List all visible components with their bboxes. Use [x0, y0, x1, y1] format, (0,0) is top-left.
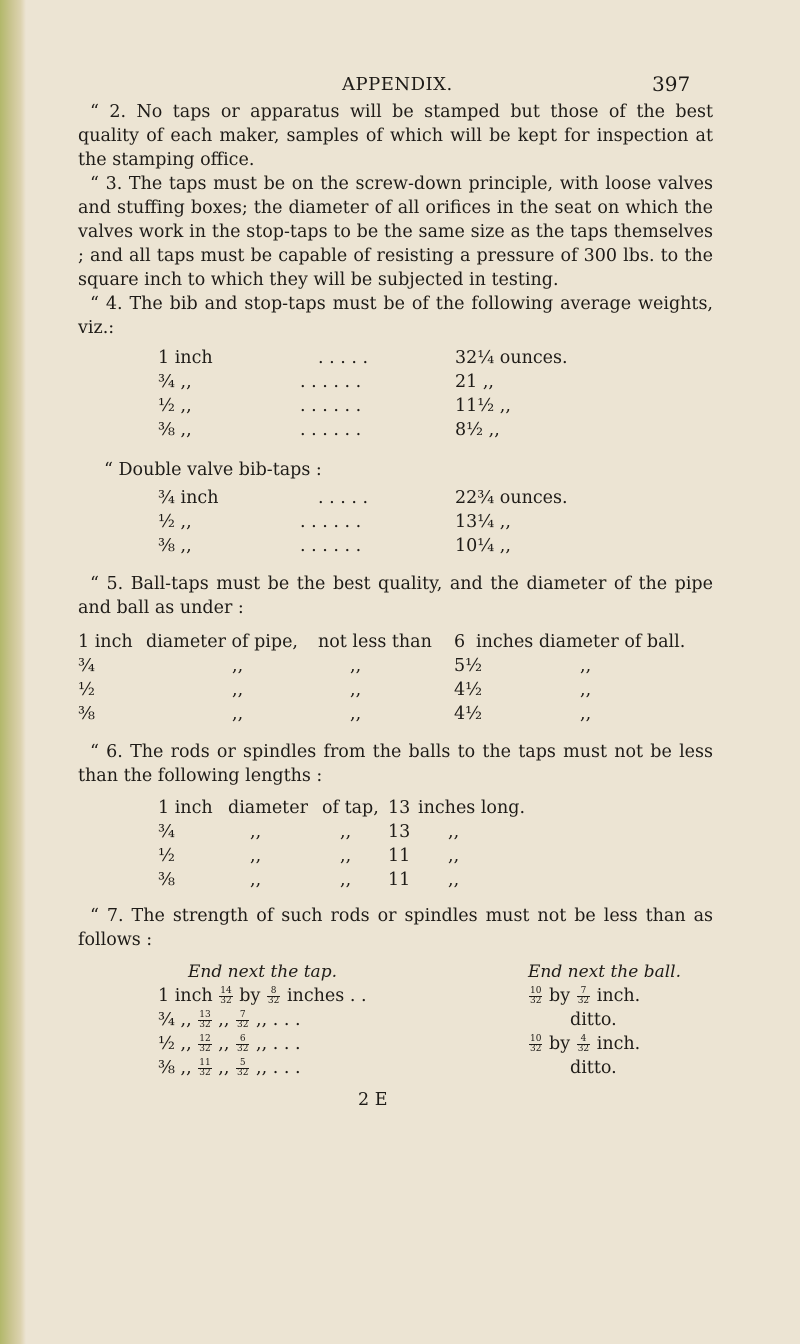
paragraph-6: “ 6. The rods or spindles from the balls to the taps must not be less than the following lengths : [78, 742, 713, 786]
weights-size: ⅜ ,, [158, 420, 192, 440]
ball-cell: inches diameter of ball. [476, 632, 686, 652]
strength-row: 1 inch $\frac{14}{32}$ by $\frac{8}{32}$ inches . . [158, 986, 367, 1006]
strength-row: ½ ,, $\frac{12}{32}$ ,, $\frac{6}{32}$ ,, . . . [158, 1034, 301, 1054]
ball-cell: ½ [78, 680, 95, 700]
paragraph-2: “ 2. No taps or apparatus will be stamped but those of the best quality of each maker, samples of which will be kept for inspection at the stamping office. [78, 102, 713, 170]
rods-cell: 11 [388, 870, 411, 890]
rods-cell: ,, [340, 870, 352, 890]
ball-cell: ,, [580, 680, 592, 700]
ball-cell: diameter of pipe, [146, 632, 298, 652]
ball-cell: ,, [232, 704, 244, 724]
ball-cell: ⅜ [78, 704, 95, 724]
page-number: 397 [652, 72, 691, 96]
fraction: $\frac{8}{32}$ [267, 986, 280, 1006]
rods-cell: ¾ [158, 822, 175, 842]
weights-value: 8½ ,, [455, 420, 500, 440]
rods-cell: ,, [448, 870, 460, 890]
fraction: $\frac{13}{32}$ [199, 1010, 211, 1030]
ball-cell: ,, [350, 656, 362, 676]
double-valve-dots: . . . . . . [300, 536, 362, 556]
weights-dots: . . . . . [318, 348, 369, 368]
rods-cell: ,, [340, 822, 352, 842]
strength-row: ¾ ,, $\frac{13}{32}$ ,, $\frac{7}{32}$ ,, . . . [158, 1010, 301, 1030]
ball-cell: not less than [318, 632, 432, 652]
weights-dots: . . . . . . [300, 372, 362, 392]
printer-signature: 2 E [358, 1090, 388, 1110]
double-valve-size: ¾ inch [158, 488, 219, 508]
paragraph-4: “ 4. The bib and stop-taps must be of the following average weights, viz.: [78, 294, 713, 338]
rods-cell: ,, [448, 846, 460, 866]
rods-cell: ,, [250, 822, 262, 842]
fraction: $\frac{11}{32}$ [199, 1058, 211, 1078]
rods-cell: ,, [448, 822, 460, 842]
paragraph-7: “ 7. The strength of such rods or spindles must not be less than as follows : [78, 906, 713, 950]
fraction: $\frac{10}{32}$ [530, 986, 542, 1006]
strength-ball-cell: $\frac{10}{32}$ by $\frac{4}{32}$ inch. [530, 1034, 641, 1054]
strength-ball-cell: ditto. [570, 1058, 617, 1078]
strength-row: ⅜ ,, $\frac{11}{32}$ ,, $\frac{5}{32}$ ,, . . . [158, 1058, 301, 1078]
weights-dots: . . . . . . [300, 396, 362, 416]
weights-value: 21 ,, [455, 372, 494, 392]
double-valve-value: 10¼ ,, [455, 536, 511, 556]
double-valve-dots: . . . . . . [300, 512, 362, 532]
fraction: $\frac{4}{32}$ [577, 1034, 590, 1054]
ball-cell: ,, [350, 704, 362, 724]
strength-header-ball: End next the ball. [528, 962, 682, 982]
weights-dots: . . . . . . [300, 420, 362, 440]
rods-cell: ⅜ [158, 870, 175, 890]
fraction: $\frac{6}{32}$ [236, 1034, 249, 1054]
ball-cell: ¾ [78, 656, 95, 676]
fraction: $\frac{12}{32}$ [199, 1034, 211, 1054]
double-valve-value: 22¾ ounces. [455, 488, 568, 508]
weights-size: ¾ ,, [158, 372, 192, 392]
rods-cell: inches long. [418, 798, 526, 818]
ball-cell: 1 inch [78, 632, 133, 652]
rods-cell: ,, [250, 846, 262, 866]
ball-cell: 5½ [454, 656, 483, 676]
strength-size: ½ ,, [158, 1034, 192, 1054]
fraction: $\frac{7}{32}$ [236, 1010, 249, 1030]
paragraph-5: “ 5. Ball-taps must be the best quality, and the diameter of the pipe and ball as under : [78, 574, 713, 618]
rods-cell: 1 inch [158, 798, 213, 818]
rods-cell: ½ [158, 846, 175, 866]
rods-cell: 13 [388, 822, 411, 842]
strength-size: ⅜ ,, [158, 1058, 192, 1078]
fraction: $\frac{10}{32}$ [530, 1034, 542, 1054]
ball-cell: ,, [580, 704, 592, 724]
strength-size: 1 inch [158, 986, 213, 1006]
fraction: $\frac{7}{32}$ [577, 986, 590, 1006]
double-valve-heading: “ Double valve bib-taps : [104, 460, 322, 480]
fraction: $\frac{14}{32}$ [220, 986, 232, 1006]
fraction: $\frac{5}{32}$ [236, 1058, 249, 1078]
weights-size: ½ ,, [158, 396, 192, 416]
rods-cell: ,, [340, 846, 352, 866]
double-valve-dots: . . . . . [318, 488, 369, 508]
rods-cell: ,, [250, 870, 262, 890]
strength-size: ¾ ,, [158, 1010, 192, 1030]
rods-cell: 13 [388, 798, 411, 818]
weights-size: 1 inch [158, 348, 213, 368]
ball-cell: ,, [580, 656, 592, 676]
double-valve-size: ⅜ ,, [158, 536, 192, 556]
strength-ball-cell: $\frac{10}{32}$ by $\frac{7}{32}$ inch. [530, 986, 641, 1006]
ball-cell: ,, [350, 680, 362, 700]
strength-header-tap: End next the tap. [188, 962, 337, 982]
ball-cell: ,, [232, 656, 244, 676]
ball-cell: 4½ [454, 704, 483, 724]
weights-value: 11½ ,, [455, 396, 511, 416]
weights-value: 32¼ ounces. [455, 348, 568, 368]
strength-ball-cell: ditto. [570, 1010, 617, 1030]
rods-cell: 11 [388, 846, 411, 866]
ball-cell: 4½ [454, 680, 483, 700]
double-valve-value: 13¼ ,, [455, 512, 511, 532]
running-header: APPENDIX. [342, 74, 453, 95]
paragraph-3: “ 3. The taps must be on the screw-down principle, with loose valves and stuffing boxes; the diameter of all orifices in the seat on which the valves work in the stop-taps to be the same size as the taps themselves ; and all taps must be capable of resisting a pressure of 300 lbs. to the square inch to which they will be subjected in testing. [78, 174, 713, 290]
double-valve-size: ½ ,, [158, 512, 192, 532]
rods-cell: diameter [228, 798, 308, 818]
ball-cell: ,, [232, 680, 244, 700]
rods-cell: of tap, [322, 798, 379, 818]
ball-cell: 6 [454, 632, 466, 652]
